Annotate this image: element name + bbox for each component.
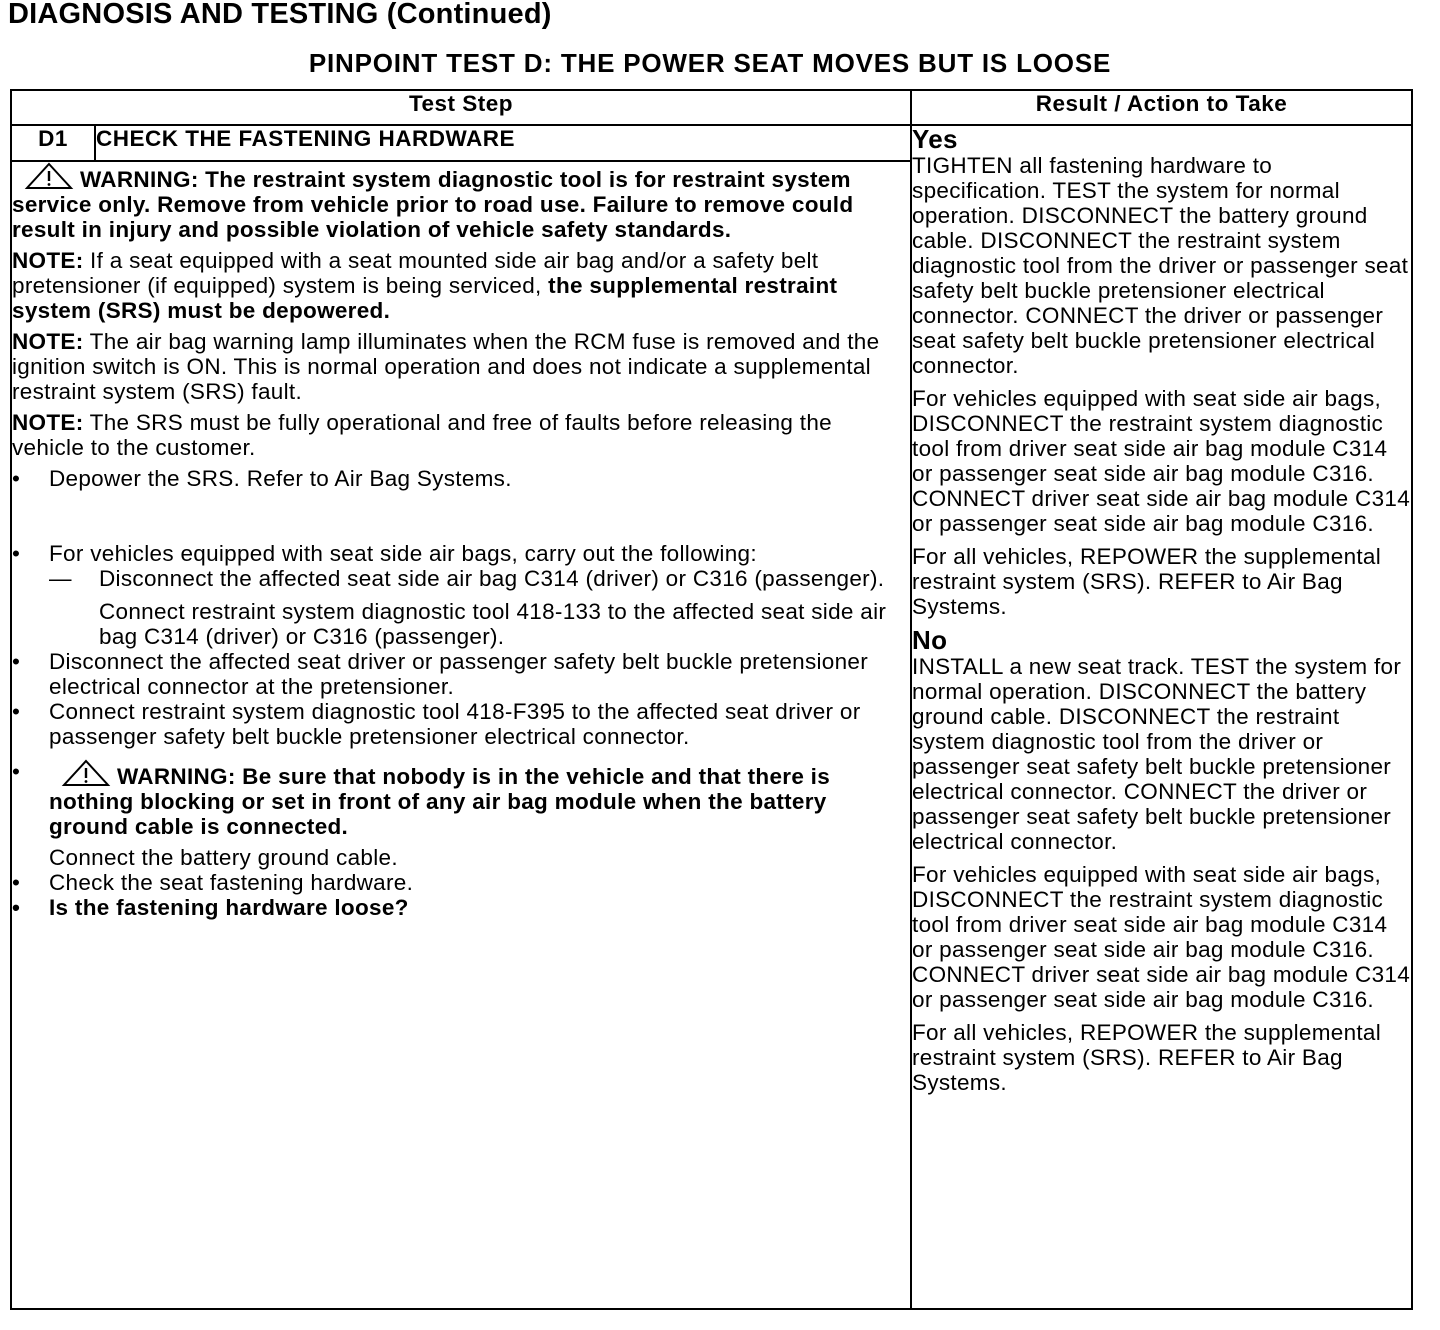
- step-text: Depower the SRS. Refer to Air Bag Systems.: [49, 466, 512, 491]
- result-action-cell: [911, 125, 1412, 1309]
- warning-text: WARNING: The restraint system diagnostic tool is for restraint system service only. Remove from vehicle prior to road use. Failure to remove could result in injury and possible violation of vehicle safety standards.: [12, 167, 854, 242]
- result-no-paragraph: For vehicles equipped with seat side air bags, DISCONNECT the restraint system diagnostic tool from driver seat side air bag module C314 or passenger seat side air bag module C316. CONNECT driver seat side air bag module C314 or passenger seat side air bag module C316.: [912, 862, 1411, 1012]
- sub-step-continuation: Connect restraint system diagnostic tool 418-133 to the affected seat side air bag C314 (driver) or C316 (passenger).: [99, 599, 887, 649]
- warning-block: [49, 759, 910, 839]
- warning-triangle-icon: [61, 759, 111, 787]
- note-block: [12, 410, 910, 460]
- procedure-step: [12, 541, 910, 649]
- sub-step-text: Disconnect the affected seat side air bag C314 (driver) or C316 (passenger).: [99, 566, 885, 591]
- warning-text: WARNING: Be sure that nobody is in the vehicle and that there is nothing blocking or set in front of any air bag module when the battery ground cable is connected.: [49, 764, 831, 839]
- column-header-test-step: Test Step: [11, 90, 911, 125]
- step-text: For vehicles equipped with seat side air bags, carry out the following:: [49, 541, 757, 566]
- note-text: The air bag warning lamp illuminates when the RCM fuse is removed and the ignition switch is ON. This is normal operation and does not indicate a supplemental restraint system (SRS) fault.: [12, 329, 880, 404]
- procedure-step: [12, 759, 910, 870]
- note-block: [12, 329, 910, 404]
- note-label: NOTE:: [12, 410, 84, 435]
- procedure-step: [12, 895, 910, 920]
- result-yes-paragraph: TIGHTEN all fastening hardware to specification. TEST the system for normal operation. DISCONNECT the battery ground cable. DISCONNECT the restraint system diagnostic tool from the driver or passenger seat safety belt buckle pretensioner electrical connector. CONNECT the driver or passenger seat safety belt buckle pretensioner electrical connector.: [912, 153, 1409, 378]
- page-heading: DIAGNOSIS AND TESTING (Continued): [8, 0, 552, 30]
- bullet-icon: •: [12, 895, 21, 920]
- dash-icon: —: [49, 566, 72, 591]
- bullet-icon: •: [12, 541, 21, 566]
- result-no-label: No: [912, 625, 948, 655]
- step-text: Connect restraint system diagnostic tool 418-F395 to the affected seat driver or passenger safety belt buckle pretensioner electrical connector.: [49, 699, 861, 749]
- bullet-icon: •: [12, 649, 21, 674]
- note-emphasis: the supplemental restraint system (SRS) must be depowered: [12, 273, 838, 323]
- pinpoint-test-table: [10, 89, 1413, 1310]
- procedure-steps: [12, 466, 910, 920]
- note-label: NOTE:: [12, 248, 84, 273]
- result-no-paragraph: For all vehicles, REPOWER the supplemental restraint system (SRS). REFER to Air Bag Systems.: [912, 1020, 1382, 1095]
- procedure-step: [12, 870, 910, 895]
- step-text: Disconnect the affected seat driver or passenger safety belt buckle pretensioner electrical connector at the pretensioner.: [49, 649, 869, 699]
- bullet-icon: •: [12, 466, 21, 491]
- table-header-row: [11, 90, 1412, 125]
- result-yes-paragraph: For vehicles equipped with seat side air bags, DISCONNECT the restraint system diagnostic tool from driver seat side air bag module C314 or passenger seat side air bag module C316. CONNECT driver seat side air bag module C314 or passenger seat side air bag module C316.: [912, 386, 1411, 536]
- result-no-paragraph: INSTALL a new seat track. TEST the system for normal operation. DISCONNECT the battery ground cable. DISCONNECT the restraint system diagnostic tool from the driver or passenger seat safety belt buckle pretensioner electrical connector. CONNECT the driver or passenger seat safety belt buckle pretensioner electrical connector.: [912, 654, 1402, 854]
- note-text: If a seat equipped with a seat mounted side air bag and/or a safety belt pretensioner (if equipped) system is being serviced,: [12, 248, 819, 298]
- note-block: [12, 248, 910, 323]
- bullet-icon: •: [12, 759, 21, 784]
- step-id: D1: [11, 125, 95, 161]
- result-yes-paragraph: For all vehicles, REPOWER the supplemental restraint system (SRS). REFER to Air Bag Systems.: [912, 544, 1382, 619]
- note-end: .: [383, 298, 391, 323]
- bullet-icon: •: [12, 870, 21, 895]
- step-text: Check the seat fastening hardware.: [49, 870, 414, 895]
- step-header-row: [11, 125, 1412, 161]
- test-step-body: [11, 161, 911, 1309]
- sub-step: [49, 566, 910, 591]
- procedure-step: [12, 466, 910, 491]
- step-text: Connect the battery ground cable.: [49, 845, 398, 870]
- warning-block: [12, 162, 910, 242]
- note-text: The SRS must be fully operational and free of faults before releasing the vehicle to the customer.: [12, 410, 832, 460]
- bullet-icon: •: [12, 699, 21, 724]
- result-yes-label: Yes: [912, 124, 958, 154]
- note-label: NOTE:: [12, 329, 84, 354]
- warning-triangle-icon: [24, 162, 74, 190]
- step-question: Is the fastening hardware loose?: [49, 895, 409, 920]
- procedure-step: [12, 649, 910, 699]
- column-header-result: Result / Action to Take: [911, 90, 1412, 125]
- procedure-step: [12, 699, 910, 749]
- step-title: CHECK THE FASTENING HARDWARE: [95, 125, 911, 161]
- pinpoint-test-title: PINPOINT TEST D: THE POWER SEAT MOVES BUT IS LOOSE: [308, 48, 1112, 78]
